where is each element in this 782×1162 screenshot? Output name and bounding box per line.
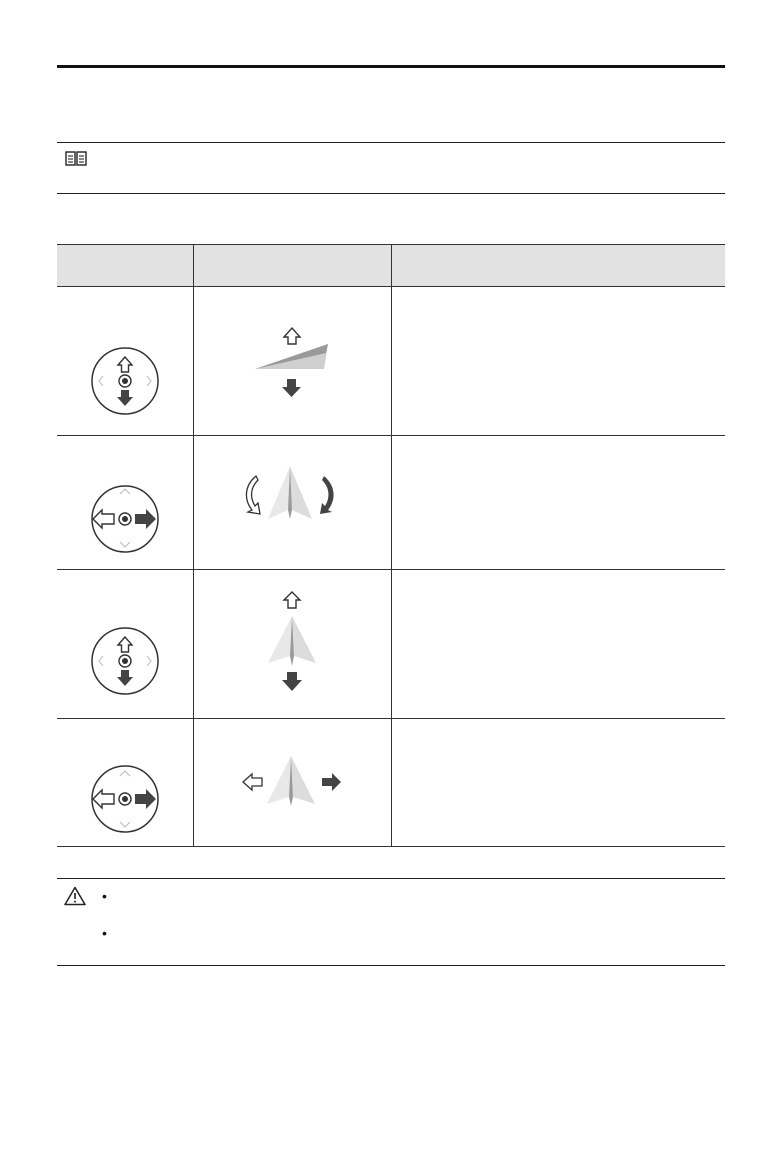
stick-left-right-icon [90,484,160,554]
warning-top-rule [57,878,725,879]
table-col-divider-2 [391,244,392,846]
stick-left-right-icon [90,764,160,834]
pitch-forward-backward-icon [264,590,320,694]
stick-up-down-icon [90,626,160,696]
roll-left-right-icon [240,754,345,810]
stick-up-down-icon [90,346,160,416]
warning-bullet: • [102,888,107,904]
warning-bottom-rule [57,965,725,966]
yaw-rotate-icon [240,464,345,524]
table-col-divider-1 [193,244,194,846]
note-top-rule [57,142,725,143]
book-icon [65,151,87,167]
top-rule [57,65,725,68]
warning-bullet: • [102,925,107,941]
note-bottom-rule [57,193,725,194]
altitude-ascend-descend-icon [250,325,335,400]
warning-triangle-icon [64,886,86,906]
table-bottom-rule [57,846,725,847]
